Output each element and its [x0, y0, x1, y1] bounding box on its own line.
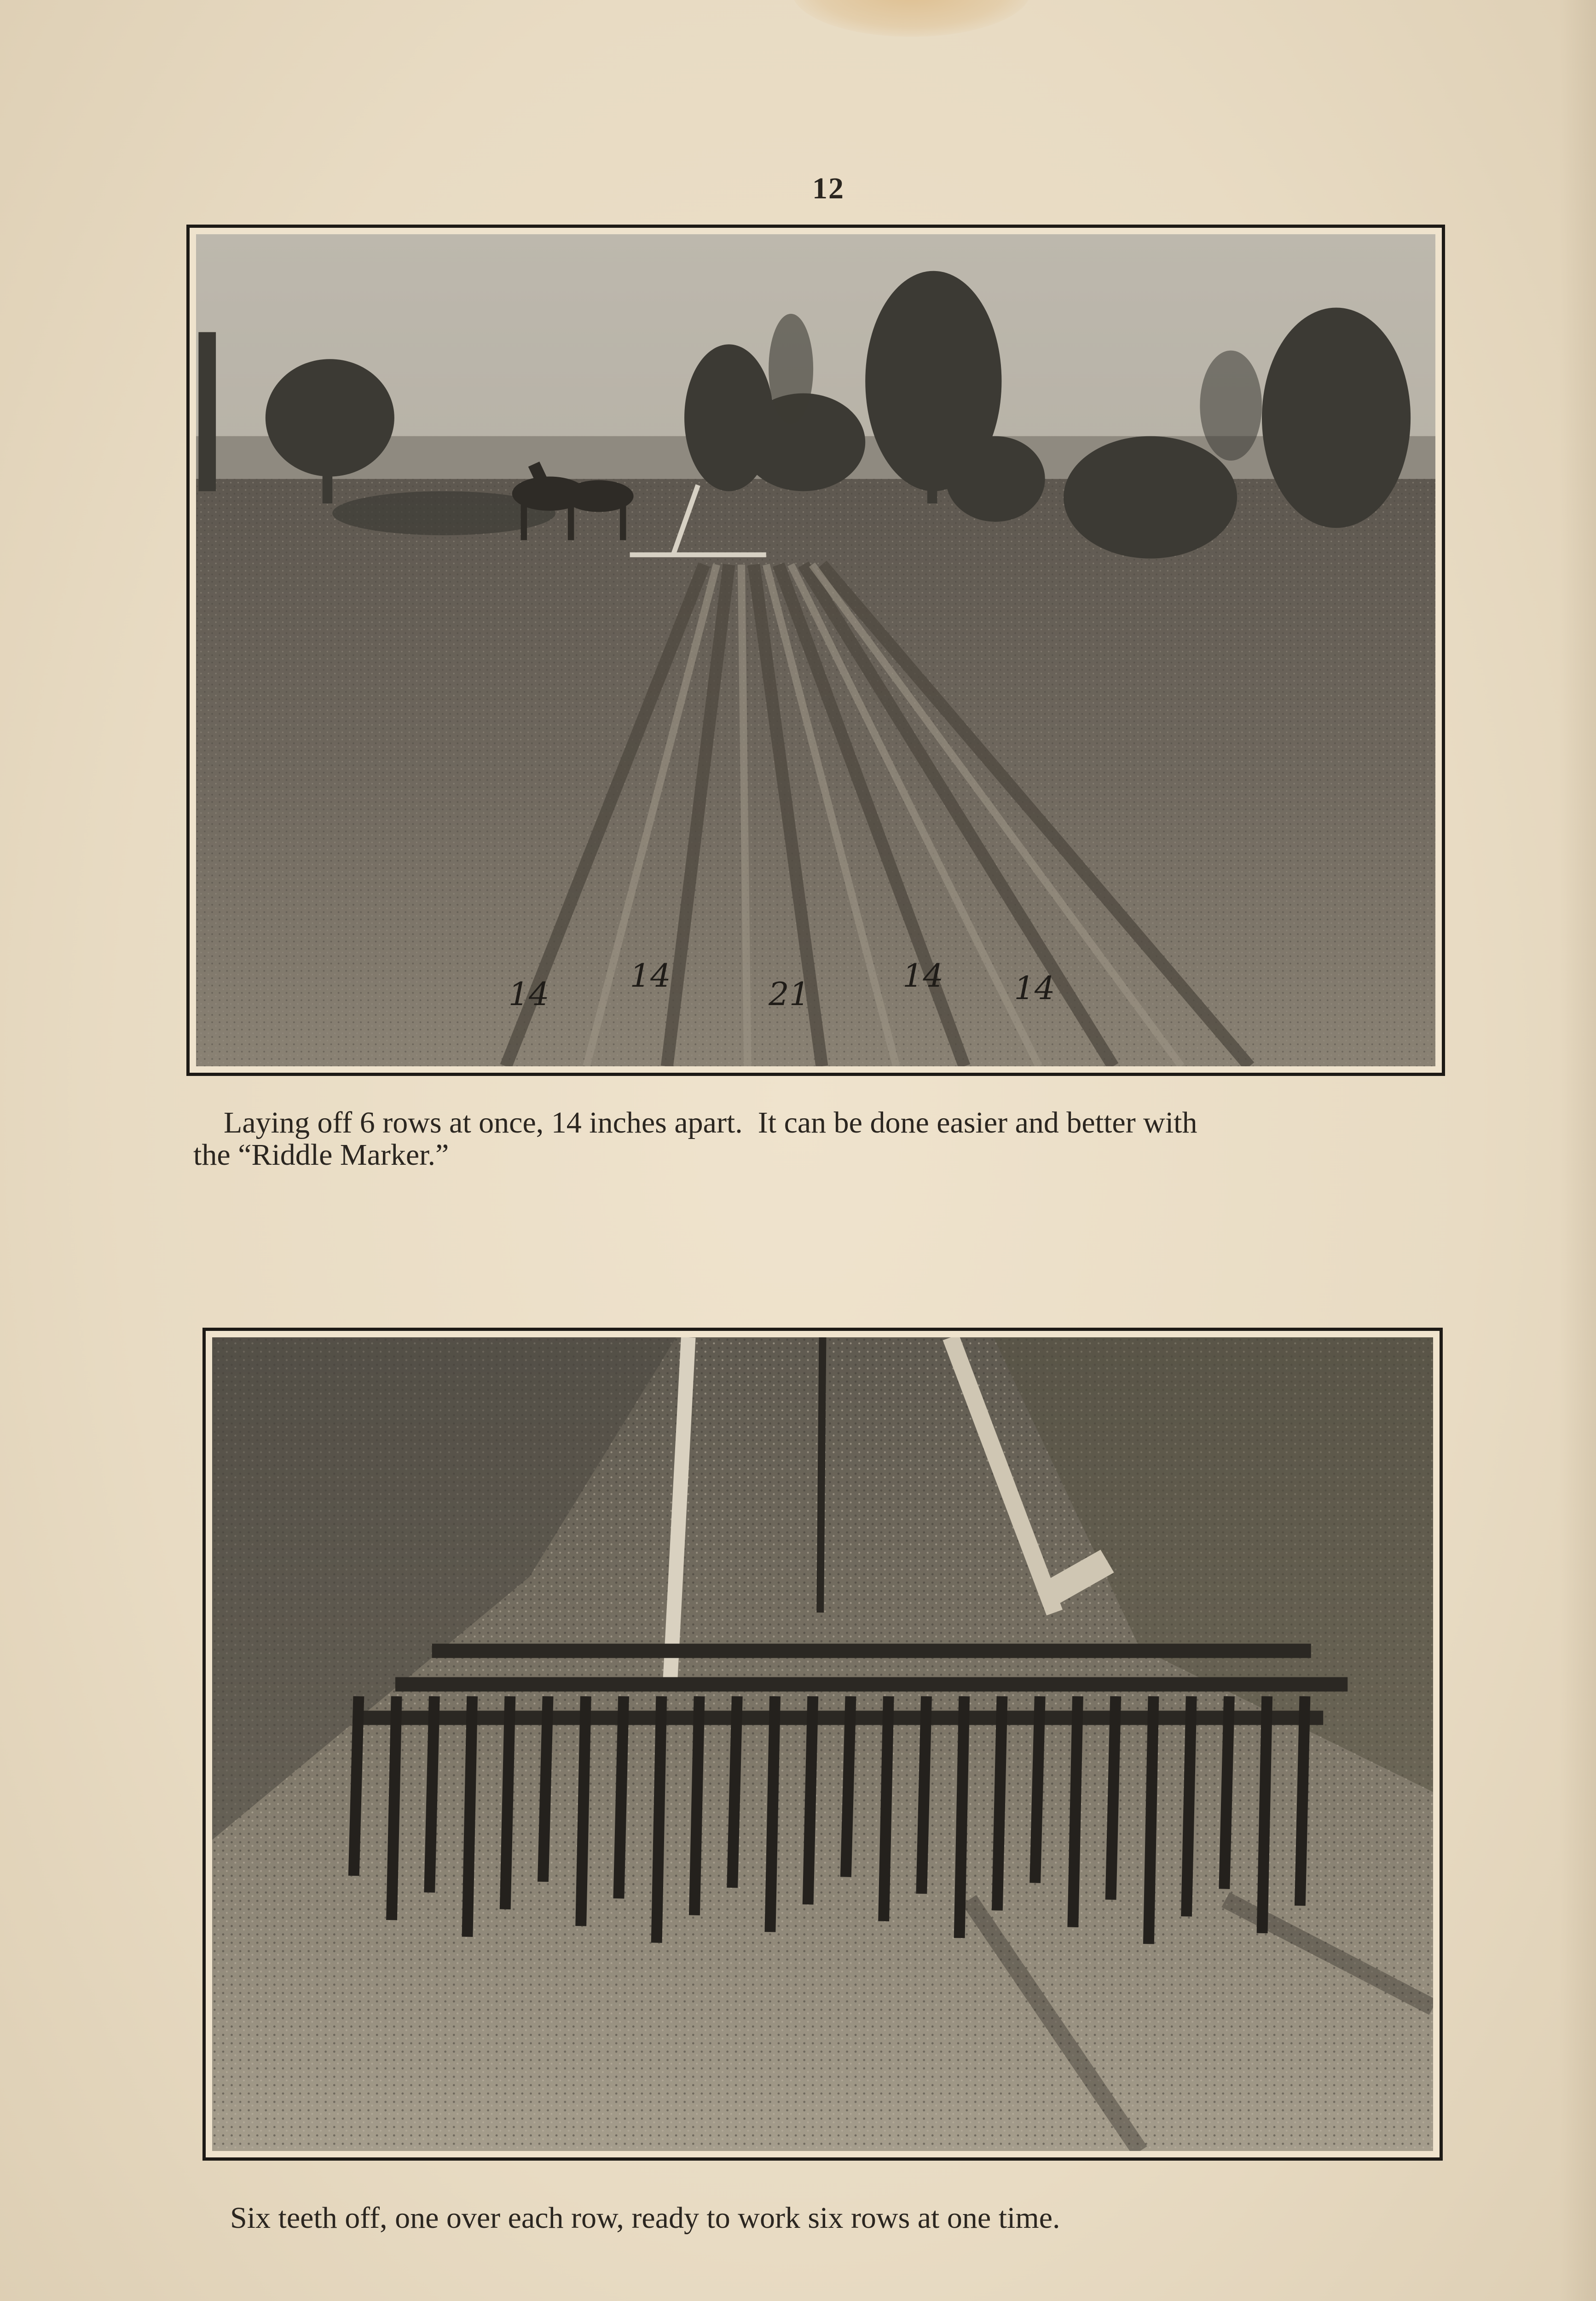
photo-field-rows — [186, 225, 1445, 1076]
marker-tooth — [921, 1696, 926, 1894]
row-label-3: 21 — [769, 976, 810, 1013]
marker-tooth — [429, 1696, 434, 1892]
figure-1-caption-line-2: the “Riddle Marker.” — [193, 1138, 449, 1172]
marker-tooth — [1073, 1696, 1078, 1927]
paper-stain — [792, 0, 1031, 37]
marker-tooth — [1035, 1696, 1040, 1883]
marker-tooth — [1300, 1696, 1305, 1906]
row-label-2: 14 — [630, 957, 671, 995]
figure-1-caption — [193, 1107, 1445, 1171]
marker-tooth — [581, 1696, 586, 1926]
marker-tooth — [467, 1696, 472, 1937]
row-label-5: 14 — [1014, 970, 1055, 1007]
page-edge-shadow — [1559, 0, 1596, 2301]
figure-2-caption: Six teeth off, one over each row, ready to work six rows at one time. — [230, 2201, 1060, 2235]
marker-tooth — [392, 1696, 397, 1920]
marker-tooth — [997, 1696, 1002, 1910]
marker-tooth — [1186, 1696, 1191, 1916]
marker-tooth — [657, 1696, 662, 1943]
marker-tooth — [354, 1696, 359, 1876]
marker-tooth — [1111, 1696, 1116, 1900]
page-number: 12 — [812, 172, 844, 205]
row-label-4: 14 — [902, 957, 944, 995]
marker-tooth — [505, 1696, 510, 1909]
marker-tooth — [694, 1696, 700, 1915]
marker-tooth — [619, 1696, 624, 1898]
marker-tooth — [884, 1696, 889, 1921]
marker-tooth — [1149, 1696, 1154, 1944]
photo-marker-closeup — [202, 1328, 1443, 2161]
row-label-1: 14 — [508, 976, 549, 1013]
field-rows-photograph — [196, 234, 1435, 1066]
marker-tooth — [732, 1696, 737, 1888]
marker-tooth — [1224, 1696, 1229, 1889]
marker-tooth — [770, 1696, 775, 1932]
marker-tooth — [543, 1696, 548, 1882]
marker-tooth — [808, 1696, 813, 1904]
marker-tooth — [960, 1696, 965, 1938]
marker-tooth — [846, 1696, 851, 1877]
figure-1-caption-line-1: Laying off 6 rows at once, 14 inches apart. It can be done easier and better with — [193, 1106, 1197, 1139]
marker-tooth — [1262, 1696, 1267, 1933]
marker-closeup-photograph — [212, 1337, 1433, 2151]
